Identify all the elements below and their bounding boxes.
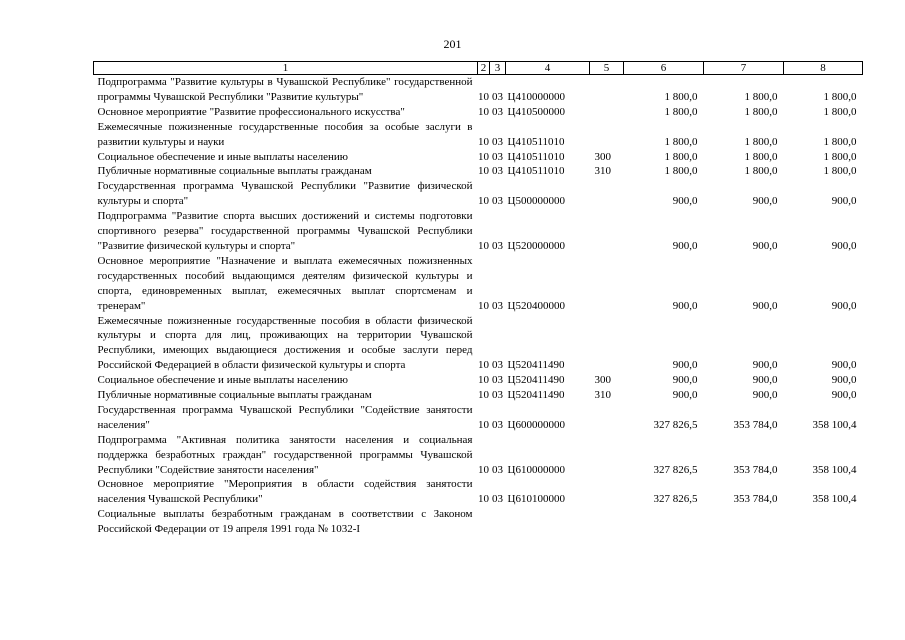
- table-row: [94, 373, 863, 388]
- amount-year-2: 1 800,0: [744, 150, 778, 163]
- table-row: [94, 477, 863, 507]
- expense-type-code: [590, 507, 624, 537]
- target-article-code: Ц600000000: [507, 418, 565, 431]
- section-code: 10: [478, 493, 489, 506]
- expense-type-code: [590, 179, 624, 209]
- amount-year-3: 358 100,4: [812, 418, 857, 431]
- amount-year-1: 1 800,0: [664, 90, 698, 103]
- section-code: 10: [478, 90, 489, 103]
- table-row: [94, 150, 863, 165]
- row-name: Подпрограмма "Активная политика занятости населения и социальная поддержка безработных граждан" государственной программы Чувашской Республики "Содействие занятости населения": [97, 433, 473, 476]
- expense-type-code: 310: [594, 389, 611, 402]
- amount-year-3: 900,0: [831, 389, 857, 402]
- table-row: [94, 75, 863, 105]
- section-code: 10: [478, 463, 489, 476]
- row-name: Социальные выплаты безработным гражданам в соответствии с Законом Российской Федерации от 19 апреля 1991 года № 1032-I: [97, 508, 473, 536]
- target-article-code: [506, 507, 590, 537]
- expense-type-code: [590, 314, 624, 374]
- amount-year-3: 358 100,4: [812, 493, 857, 506]
- amount-year-1: 900,0: [672, 195, 698, 208]
- amount-year-3: 1 800,0: [823, 165, 857, 178]
- table-header-row: [94, 62, 863, 75]
- target-article-code: Ц410511010: [507, 150, 565, 163]
- table-row: [94, 507, 863, 537]
- target-article-code: Ц410000000: [507, 90, 565, 103]
- amount-year-1: 327 826,5: [653, 418, 698, 431]
- subsection-code: 03: [492, 135, 503, 148]
- target-article-code: Ц520400000: [507, 299, 565, 312]
- amount-year-2: 900,0: [752, 374, 778, 387]
- row-name: Социальное обеспечение и иные выплаты населению: [97, 150, 349, 163]
- subsection-code: 03: [492, 90, 503, 103]
- section-code: 10: [478, 359, 489, 372]
- expense-type-code: [590, 254, 624, 314]
- table-row: [94, 179, 863, 209]
- expense-type-code: [590, 403, 624, 433]
- subsection-code: 03: [492, 150, 503, 163]
- table-row: [94, 403, 863, 433]
- subsection-code: 03: [492, 418, 503, 431]
- row-name: Основное мероприятие "Мероприятия в области содействия занятости населения Чувашской Республики": [97, 478, 473, 506]
- amount-year-3: 358 100,4: [812, 463, 857, 476]
- amount-year-1: 327 826,5: [653, 463, 698, 476]
- column-header: 2: [478, 62, 490, 75]
- row-name: Публичные нормативные социальные выплаты гражданам: [97, 389, 372, 402]
- amount-year-1: 1 800,0: [664, 165, 698, 178]
- section-code: 10: [478, 418, 489, 431]
- target-article-code: Ц610000000: [507, 463, 565, 476]
- subsection-code: 03: [492, 493, 503, 506]
- table-row: [94, 105, 863, 120]
- row-name: Подпрограмма "Развитие спорта высших достижений и системы подготовки спортивного резерва" государственной программы Чувашской Республики "Развитие физической культуры и спорта": [97, 210, 473, 252]
- amount-year-3: 900,0: [831, 374, 857, 387]
- amount-year-1: 900,0: [672, 299, 698, 312]
- amount-year-2: 900,0: [752, 359, 778, 372]
- amount-year-3: 900,0: [831, 239, 857, 252]
- subsection-code: 03: [492, 389, 503, 402]
- row-name: Ежемесячные пожизненные государственные пособия в области физической культуры и спорта для лиц, проживающих на территории Чувашской Республики, имеющих выдающиеся достижения и особые заслуги перед Российской Федерацией в области физической культуры и спорта: [97, 314, 473, 372]
- column-header: 3: [490, 62, 506, 75]
- amount-year-2: [704, 507, 784, 537]
- table-row: [94, 254, 863, 314]
- column-header: 8: [784, 62, 863, 75]
- section-code: 10: [478, 150, 489, 163]
- column-header: 6: [624, 62, 704, 75]
- subsection-code: 03: [492, 165, 503, 178]
- subsection-code: 03: [492, 463, 503, 476]
- target-article-code: Ц520411490: [507, 359, 565, 372]
- column-header: 4: [506, 62, 590, 75]
- row-name: Основное мероприятие "Назначение и выплата ежемесячных пожизненных государственных пособий выдающимся деятелям физической культуры и спорта, единовременных выплат, ежемесячных выплат спортсменам и тренерам": [97, 254, 473, 312]
- expense-type-code: 300: [594, 150, 611, 163]
- amount-year-1: [624, 507, 704, 537]
- amount-year-1: 900,0: [672, 389, 698, 402]
- row-name: Подпрограмма "Развитие культуры в Чувашской Республике" государственной программы Чувашской Республики "Развитие культуры": [97, 76, 473, 103]
- amount-year-3: 1 800,0: [823, 90, 857, 103]
- expense-type-code: [590, 75, 624, 105]
- amount-year-2: 1 800,0: [744, 165, 778, 178]
- target-article-code: Ц520411490: [507, 389, 565, 402]
- amount-year-2: 353 784,0: [733, 418, 778, 431]
- amount-year-1: 900,0: [672, 359, 698, 372]
- budget-table: [93, 61, 863, 537]
- expense-type-code: 310: [594, 165, 611, 178]
- section-code: 10: [478, 239, 489, 252]
- table-row: [94, 433, 863, 478]
- amount-year-2: 1 800,0: [744, 105, 778, 118]
- amount-year-1: 900,0: [672, 374, 698, 387]
- amount-year-2: 900,0: [752, 239, 778, 252]
- amount-year-3: 900,0: [831, 299, 857, 312]
- section-code: 10: [478, 165, 489, 178]
- subsection-code: [490, 507, 506, 537]
- amount-year-2: 353 784,0: [733, 493, 778, 506]
- amount-year-3: [784, 507, 863, 537]
- amount-year-3: 1 800,0: [823, 150, 857, 163]
- amount-year-1: 1 800,0: [664, 135, 698, 148]
- amount-year-2: 1 800,0: [744, 90, 778, 103]
- amount-year-2: 353 784,0: [733, 463, 778, 476]
- table-row: [94, 314, 863, 374]
- column-header: 7: [704, 62, 784, 75]
- amount-year-1: 1 800,0: [664, 150, 698, 163]
- row-name: Ежемесячные пожизненные государственные пособия за особые заслуги в развитии культуры и науки: [97, 120, 473, 148]
- row-name: Государственная программа Чувашской Республики "Содействие занятости населения": [97, 403, 473, 431]
- amount-year-2: 900,0: [752, 389, 778, 402]
- subsection-code: 03: [492, 359, 503, 372]
- target-article-code: Ц410511010: [507, 165, 565, 178]
- table-row: [94, 388, 863, 403]
- expense-type-code: [590, 477, 624, 507]
- table-row: [94, 209, 863, 254]
- expense-type-code: [590, 120, 624, 150]
- section-code: 10: [478, 299, 489, 312]
- row-name: Социальное обеспечение и иные выплаты населению: [97, 374, 349, 387]
- expense-type-code: [590, 209, 624, 254]
- expense-type-code: [590, 105, 624, 120]
- row-name: Государственная программа Чувашской Республики "Развитие физической культуры и спорта": [97, 180, 473, 208]
- row-name: Публичные нормативные социальные выплаты гражданам: [97, 165, 372, 178]
- subsection-code: 03: [492, 374, 503, 387]
- amount-year-3: 1 800,0: [823, 135, 857, 148]
- row-name: Основное мероприятие "Развитие профессионального искусства": [97, 105, 405, 118]
- amount-year-1: 327 826,5: [653, 493, 698, 506]
- section-code: 10: [478, 195, 489, 208]
- amount-year-3: 900,0: [831, 359, 857, 372]
- section-code: 10: [478, 135, 489, 148]
- amount-year-2: 1 800,0: [744, 135, 778, 148]
- expense-type-code: [590, 433, 624, 478]
- column-header: 1: [94, 62, 478, 75]
- target-article-code: Ц610100000: [507, 493, 565, 506]
- section-code: 10: [478, 105, 489, 118]
- amount-year-1: 1 800,0: [664, 105, 698, 118]
- subsection-code: 03: [492, 299, 503, 312]
- target-article-code: Ц500000000: [507, 195, 565, 208]
- subsection-code: 03: [492, 105, 503, 118]
- expense-type-code: 300: [594, 374, 611, 387]
- section-code: 10: [478, 374, 489, 387]
- target-article-code: Ц520000000: [507, 239, 565, 252]
- target-article-code: Ц410500000: [507, 105, 565, 118]
- section-code: [478, 507, 490, 537]
- amount-year-3: 900,0: [831, 195, 857, 208]
- subsection-code: 03: [492, 195, 503, 208]
- amount-year-3: 1 800,0: [823, 105, 857, 118]
- subsection-code: 03: [492, 239, 503, 252]
- target-article-code: Ц520411490: [507, 374, 565, 387]
- column-header: 5: [590, 62, 624, 75]
- page-number: 201: [443, 37, 462, 51]
- section-code: 10: [478, 389, 489, 402]
- amount-year-2: 900,0: [752, 299, 778, 312]
- amount-year-2: 900,0: [752, 195, 778, 208]
- amount-year-1: 900,0: [672, 239, 698, 252]
- target-article-code: Ц410511010: [507, 135, 565, 148]
- table-row: [94, 164, 863, 179]
- table-body: [94, 75, 863, 538]
- table-row: [94, 120, 863, 150]
